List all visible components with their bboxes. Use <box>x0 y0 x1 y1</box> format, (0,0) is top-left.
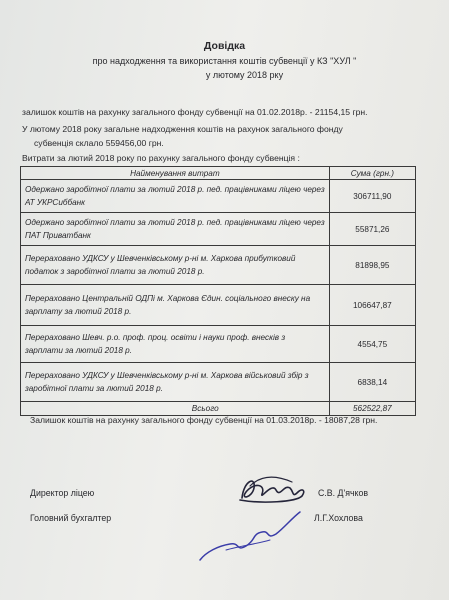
expense-amount: 306711,90 <box>329 180 415 213</box>
director-signature <box>232 470 312 510</box>
table-row <box>21 326 416 363</box>
accountant-signature <box>196 506 306 566</box>
table-row <box>21 363 416 402</box>
receipts-line-1: У лютому 2018 року загальне надходження коштів на рахунок загального фонду <box>22 124 343 134</box>
expense-description: Перераховано Центральній ОДПі м. Харкова Єдин. соціального внеску на зарплату за лютий 2018 р. <box>21 285 330 326</box>
accountant-title: Головний бухгалтер <box>30 513 112 523</box>
table-row <box>21 246 416 285</box>
accountant-name: Л.Г.Хохлова <box>314 513 363 523</box>
expense-amount: 6838,14 <box>329 363 415 402</box>
expense-amount: 55871,26 <box>329 213 415 246</box>
table-row <box>21 213 416 246</box>
document-period: у лютому 2018 рку <box>205 70 284 80</box>
document-title: Довідка <box>203 40 246 52</box>
receipts-line-2: субвенція склало 559456,00 грн. <box>34 138 164 148</box>
expenses-heading: Витрати за лютий 2018 року по рахунку загального фонду субвенція : <box>22 153 300 163</box>
table-total-row <box>21 402 416 416</box>
director-name: С.В. Д'ячков <box>318 488 369 498</box>
document-subtitle: про надходження та використання коштів субвенції у КЗ "ХУЛ " <box>92 56 357 66</box>
table-row <box>21 285 416 326</box>
expense-description: Одержано заробітної плати за лютий 2018 р. пед. працівниками ліцею через АТ УКРСиббанк <box>21 180 330 213</box>
table-header-row <box>21 167 416 180</box>
expense-description: Перераховано УДКСУ у Шевченківському р-ні м. Харкова військовий збір з заробітної плати за лютий 2018 р. <box>21 363 330 402</box>
expense-description: Одержано заробітної плати за лютий 2018 р. пед. працівниками ліцею через ПАТ Приватбанк <box>21 213 330 246</box>
expense-amount: 81898,95 <box>329 246 415 285</box>
total-amount: 562522,87 <box>329 402 415 416</box>
expense-amount: 4554,75 <box>329 326 415 363</box>
column-header-description: Найменування витрат <box>21 167 330 180</box>
total-label: Всього <box>21 402 330 416</box>
table-row <box>21 180 416 213</box>
expense-description: Перераховано УДКСУ у Шевченківському р-ні м. Харкова прибутковий податок з заробітної плати за лютий 2018 р. <box>21 246 330 285</box>
expense-description: Перераховано Шевч. р.о. проф. проц. освіти і науки проф. внесків з зарплати за лютий 2018 р. <box>21 326 330 363</box>
expense-amount: 106647,87 <box>329 285 415 326</box>
closing-balance: Залишок коштів на рахунку загального фонду субвенції на 01.03.2018р. - 18087,28 грн. <box>30 415 378 425</box>
column-header-amount: Сума (грн.) <box>329 167 415 180</box>
expenses-table <box>20 166 416 416</box>
opening-balance: залишок коштів на рахунку загального фонду субвенції на 01.02.2018р. - 21154,15 грн. <box>22 107 368 117</box>
director-title: Директор ліцею <box>30 488 95 498</box>
